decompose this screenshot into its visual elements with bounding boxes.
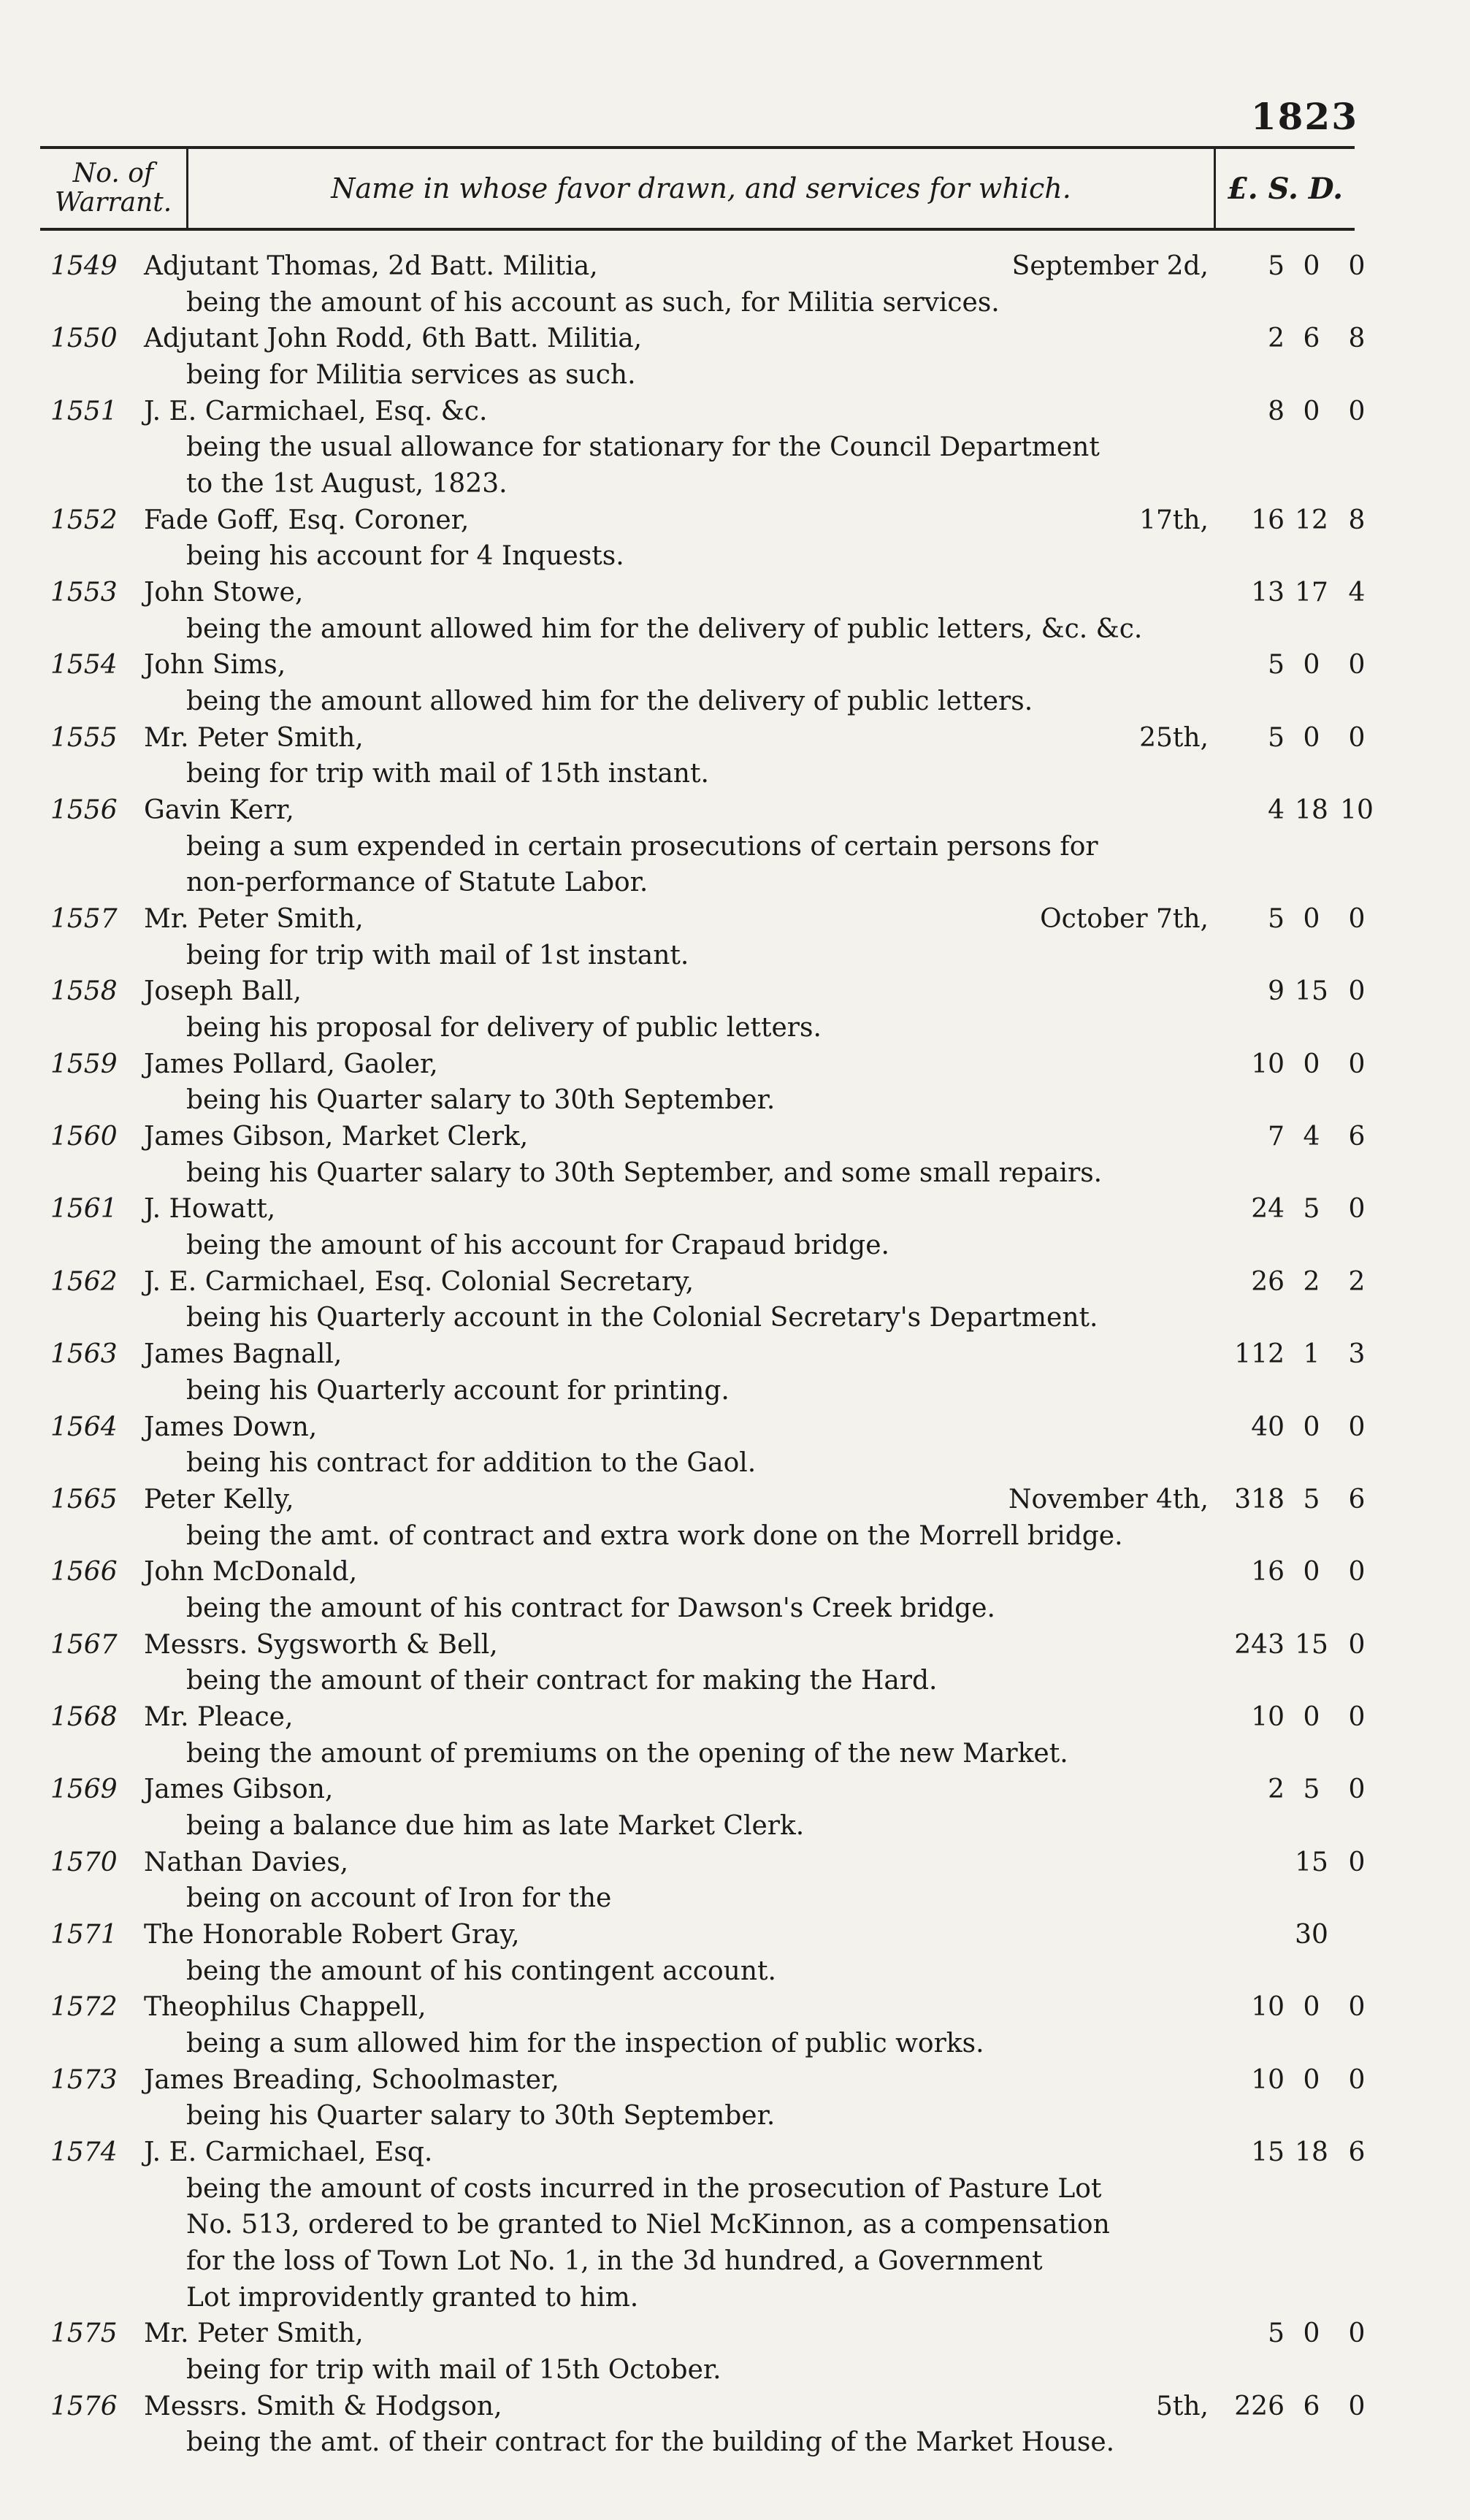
payee-name: J. E. Carmichael, Esq. &c. <box>144 396 488 426</box>
service-description: No. 513, ordered to be granted to Niel McKinnon, as a compensation <box>186 2210 1110 2240</box>
warrant-entry <box>40 901 1384 973</box>
warrant-entry <box>40 1845 1384 1917</box>
amount-shillings: 18 <box>1295 795 1328 826</box>
amount <box>1223 1699 1384 1736</box>
lsd-header: £. S. D. <box>1227 171 1344 206</box>
amount <box>1223 1845 1384 1881</box>
amount-pence: 0 <box>1348 2391 1366 2421</box>
amount-pence: 2 <box>1348 1266 1366 1297</box>
warrant-entry <box>40 1772 1384 1844</box>
payee-name: James Breading, Schoolmaster, <box>144 2064 559 2095</box>
amount <box>1223 575 1384 611</box>
payee-name: James Down, <box>144 1412 318 1442</box>
service-description: non-performance of Statute Labor. <box>186 868 648 898</box>
amount <box>1223 1482 1384 1518</box>
amount-shillings: 0 <box>1303 1412 1320 1442</box>
payee-name: Messrs. Sygsworth & Bell, <box>144 1629 498 1660</box>
amount-shillings: 12 <box>1295 505 1328 535</box>
amount-shillings: 4 <box>1303 1122 1320 1152</box>
amount-shillings: 6 <box>1303 2391 1320 2421</box>
service-description: being the amount of his account as such, for Militia services. <box>186 287 1000 318</box>
warrant-entry <box>40 2389 1384 2461</box>
amount <box>1223 1264 1384 1301</box>
amount-pounds: 5 <box>1268 251 1285 281</box>
amount-shillings: 0 <box>1303 1701 1320 1732</box>
service-description: being a sum allowed him for the inspection of public works. <box>186 2028 984 2058</box>
service-description: being the amount allowed him for the delivery of public letters. <box>186 686 1033 717</box>
amount <box>1223 720 1384 757</box>
amount-pence: 4 <box>1348 578 1366 608</box>
amount-pounds: 5 <box>1268 722 1285 753</box>
service-description: being his Quarter salary to 30th September. <box>186 1085 776 1116</box>
warrant-number: 1549 <box>50 251 118 281</box>
warrant-date: November 4th, <box>1008 1484 1209 1514</box>
warrant-number: 1556 <box>50 795 118 826</box>
warrant-number: 1575 <box>50 2318 118 2349</box>
amount-pence: 8 <box>1348 505 1366 535</box>
amount <box>1223 1046 1384 1083</box>
warrant-number: 1570 <box>50 1847 118 1877</box>
amount <box>1223 2134 1384 2171</box>
amount-pounds: 8 <box>1268 396 1285 426</box>
amount <box>1223 901 1384 938</box>
service-description: being for trip with mail of 15th October. <box>186 2354 721 2385</box>
payee-name: John McDonald, <box>144 1557 358 1588</box>
payee-name: Mr. Peter Smith, <box>144 722 364 753</box>
amount-pence: 0 <box>1348 722 1366 753</box>
amount-pence: 3 <box>1348 1339 1366 1370</box>
warrant-entry <box>40 973 1384 1046</box>
payee-name: James Gibson, Market Clerk, <box>144 1122 529 1152</box>
amount-shillings: 0 <box>1303 1557 1320 1588</box>
service-description: being for trip with mail of 1st instant. <box>186 940 689 970</box>
amount-shillings: 5 <box>1303 1774 1320 1805</box>
amount-pounds: 2 <box>1268 1774 1285 1805</box>
warrant-number: 1559 <box>50 1049 118 1079</box>
warrant-entry <box>40 1554 1384 1626</box>
amount <box>1223 1336 1384 1373</box>
amount-shillings: 17 <box>1295 578 1328 608</box>
service-description: being his contract for addition to the Gaol. <box>186 1448 757 1479</box>
amount <box>1223 502 1384 539</box>
amount-pounds: 16 <box>1251 505 1285 535</box>
amount-pence: 0 <box>1348 976 1366 1007</box>
warrant-entry <box>40 1336 1384 1409</box>
warrant-entry <box>40 502 1384 575</box>
amount-shillings: 15 <box>1295 1847 1328 1877</box>
amount <box>1223 2389 1384 2425</box>
amount <box>1223 2062 1384 2099</box>
warrant-entry <box>40 2062 1384 2134</box>
payee-name: James Pollard, Gaoler, <box>144 1049 438 1079</box>
service-description: being his Quarterly account for printing. <box>186 1375 730 1406</box>
amount-pence: 0 <box>1348 1557 1366 1588</box>
name-header: Name in whose favor drawn, and services for which. <box>188 149 1216 228</box>
amount-pence: 6 <box>1348 1484 1366 1514</box>
amount-pence: 0 <box>1348 2064 1366 2095</box>
warrant-number: 1557 <box>50 904 118 935</box>
amount-pence: 6 <box>1348 1122 1366 1152</box>
warrant-number: 1564 <box>50 1412 118 1442</box>
payee-name: Peter Kelly, <box>144 1484 294 1514</box>
warrant-date: 25th, <box>1139 722 1209 753</box>
amount <box>1223 1554 1384 1590</box>
service-description: being for Militia services as such. <box>186 360 636 391</box>
warrant-number: 1551 <box>50 396 118 426</box>
service-description: being the amount of premiums on the opening of the new Market. <box>186 1738 1068 1769</box>
service-description: being for trip with mail of 15th instant. <box>186 759 709 789</box>
service-description: for the loss of Town Lot No. 1, in the 3d hundred, a Government <box>186 2245 1043 2276</box>
amount-pounds: 40 <box>1251 1412 1285 1442</box>
warrant-date: September 2d, <box>1011 251 1209 281</box>
payee-name: Adjutant Thomas, 2d Batt. Militia, <box>144 251 598 281</box>
warrant-entry <box>40 2134 1384 2316</box>
payee-name: J. E. Carmichael, Esq. <box>144 2137 433 2167</box>
amount-pence: 0 <box>1348 1629 1366 1660</box>
warrant-number: 1561 <box>50 1194 118 1225</box>
warrant-number: 1550 <box>50 323 118 354</box>
service-description: being his proposal for delivery of public letters. <box>186 1013 822 1043</box>
payee-name: J. E. Carmichael, Esq. Colonial Secretary, <box>144 1266 694 1297</box>
amount-shillings: 0 <box>1303 1992 1320 2023</box>
amount-pounds: 318 <box>1234 1484 1285 1514</box>
warrant-date: 5th, <box>1156 2391 1209 2421</box>
amount-shillings: 0 <box>1303 722 1320 753</box>
warrant-entry <box>40 1409 1384 1482</box>
no-label: No. of <box>72 158 154 189</box>
amount-pounds: 5 <box>1268 2318 1285 2349</box>
payee-name: J. Howatt, <box>144 1194 276 1225</box>
column-header <box>40 146 1355 231</box>
service-description: being the amount of his contingent account. <box>186 1956 776 1986</box>
amount-shillings: 6 <box>1303 323 1320 354</box>
payee-name: James Bagnall, <box>144 1339 342 1370</box>
amount-pence: 10 <box>1340 795 1374 826</box>
service-description: being his Quarter salary to 30th September, and some small repairs. <box>186 1157 1103 1188</box>
payee-name: Joseph Ball, <box>144 976 302 1007</box>
warrant-number: 1555 <box>50 722 118 753</box>
payee-name: Mr. Peter Smith, <box>144 2318 364 2349</box>
amount-pence: 0 <box>1348 2318 1366 2349</box>
payee-name: Fade Goff, Esq. Coroner, <box>144 505 470 535</box>
payee-name: The Honorable Robert Gray, <box>144 1919 520 1950</box>
amount-pence: 8 <box>1348 323 1366 354</box>
amount-pounds: 10 <box>1251 1992 1285 2023</box>
warrant-entry <box>40 1191 1384 1263</box>
amount <box>1223 1627 1384 1663</box>
warrant-entry <box>40 647 1384 719</box>
payee-name: Theophilus Chappell, <box>144 1992 426 2023</box>
warrant-number: 1565 <box>50 1484 118 1514</box>
amount-shillings: 15 <box>1295 1629 1328 1660</box>
warrant-number: 1569 <box>50 1774 118 1805</box>
amount-pounds: 10 <box>1251 2064 1285 2095</box>
amount <box>1223 1409 1384 1446</box>
amount-pence: 0 <box>1348 1049 1366 1079</box>
warrant-number: 1552 <box>50 505 118 535</box>
warrant-number: 1560 <box>50 1122 118 1152</box>
amount-pence: 0 <box>1348 1774 1366 1805</box>
amount-pounds: 26 <box>1251 1266 1285 1297</box>
amount-shillings: 0 <box>1303 904 1320 935</box>
payee-name: Nathan Davies, <box>144 1847 349 1877</box>
page-number: 1823 <box>1250 95 1358 138</box>
warrant-entry <box>40 2316 1384 2388</box>
amount-pence: 0 <box>1348 1194 1366 1225</box>
service-description: being his Quarter salary to 30th September. <box>186 2101 776 2132</box>
warrant-label: Warrant. <box>54 188 172 218</box>
amount-pounds: 13 <box>1251 578 1285 608</box>
amount-pounds: 4 <box>1268 795 1285 826</box>
payee-name: Mr. Pleace, <box>144 1701 294 1732</box>
warrant-number: 1554 <box>50 650 118 681</box>
warrant-entry <box>40 1627 1384 1699</box>
amount-shillings: 5 <box>1303 1484 1320 1514</box>
payee-name: Messrs. Smith & Hodgson, <box>144 2391 502 2421</box>
warrant-number: 1568 <box>50 1701 118 1732</box>
warrant-entry <box>40 720 1384 792</box>
warrant-number: 1572 <box>50 1992 118 2023</box>
amount-pounds <box>1223 1845 1289 1881</box>
amount-shillings: 0 <box>1303 2064 1320 2095</box>
service-description: being the usual allowance for stationary for the Council Department <box>186 432 1100 463</box>
warrant-date: 17th, <box>1139 505 1209 535</box>
amount-pounds: 9 <box>1268 976 1285 1007</box>
amount <box>1223 1119 1384 1155</box>
amount-shillings: 5 <box>1303 1194 1320 1225</box>
warrant-number: 1574 <box>50 2137 118 2167</box>
amount-pence: 0 <box>1348 396 1366 426</box>
warrant-number: 1571 <box>50 1919 118 1950</box>
warrant-entry <box>40 1917 1384 1989</box>
amount-pounds: 15 <box>1251 2137 1285 2167</box>
warrant-entry <box>40 248 1384 321</box>
warrant-entry <box>40 792 1384 901</box>
amount-pence: 0 <box>1348 650 1366 681</box>
amount-pounds: 7 <box>1268 1122 1285 1152</box>
amount-pounds: 112 <box>1234 1339 1285 1370</box>
warrant-number: 1553 <box>50 578 118 608</box>
service-description: being on account of Iron for the <box>186 1883 612 1914</box>
service-description: being his account for 4 Inquests. <box>186 541 624 572</box>
payee-name: James Gibson, <box>144 1774 334 1805</box>
amount-shillings: 0 <box>1303 650 1320 681</box>
warrant-entry <box>40 1264 1384 1336</box>
payee-name: Adjutant John Rodd, 6th Batt. Militia, <box>144 323 643 354</box>
payee-name: Gavin Kerr, <box>144 795 294 826</box>
amount-pounds: 243 <box>1234 1629 1285 1660</box>
payee-name: John Sims, <box>144 650 286 681</box>
amount-shillings: 0 <box>1303 251 1320 281</box>
warrant-number: 1566 <box>50 1557 118 1588</box>
warrant-number: 1562 <box>50 1266 118 1297</box>
amount-pence: 0 <box>1348 1847 1366 1877</box>
amount <box>1223 394 1384 430</box>
amount-pence: 0 <box>1348 1701 1366 1732</box>
amount-shillings: 1 <box>1303 1339 1320 1370</box>
warrant-entry <box>40 575 1384 647</box>
payee-name: John Stowe, <box>144 578 304 608</box>
amount-pence <box>1334 1917 1379 1953</box>
warrant-entry <box>40 321 1384 393</box>
amount <box>1223 973 1384 1010</box>
warrant-entry <box>40 1482 1384 1554</box>
service-description: being the amount of his account for Crapaud bridge. <box>186 1230 889 1261</box>
amount <box>1223 1989 1384 2026</box>
amount-pence: 0 <box>1348 1992 1366 2023</box>
amount-pounds: 2 <box>1268 323 1285 354</box>
service-description: being the amount of costs incurred in the prosecution of Pasture Lot <box>186 2173 1102 2204</box>
amount <box>1223 1917 1384 1953</box>
service-description: to the 1st August, 1823. <box>186 469 508 499</box>
amount-shillings: 18 <box>1295 2137 1328 2167</box>
amount-pounds: 226 <box>1234 2391 1285 2421</box>
warrant-entry <box>40 394 1384 502</box>
amount-shillings: 2 <box>1303 1266 1320 1297</box>
amount-pounds: 10 <box>1251 1049 1285 1079</box>
service-description: being a sum expended in certain prosecutions of certain persons for <box>186 831 1098 862</box>
amount <box>1223 1191 1384 1228</box>
warrant-entry <box>40 1989 1384 2061</box>
service-description: being his Quarterly account in the Colonial Secretary's Department. <box>186 1303 1098 1333</box>
amount-pounds: 24 <box>1251 1194 1285 1225</box>
warrant-entry <box>40 1119 1384 1191</box>
amount-shillings: 15 <box>1295 976 1328 1007</box>
amount-pounds <box>1223 1917 1289 1953</box>
amount-shillings: 0 <box>1303 2318 1320 2349</box>
amount-pence: 0 <box>1348 904 1366 935</box>
amount-pence: 0 <box>1348 1412 1366 1442</box>
warrant-entry <box>40 1046 1384 1119</box>
payee-name: Mr. Peter Smith, <box>144 904 364 935</box>
amount-pence: 0 <box>1348 251 1366 281</box>
amount-shillings: 0 <box>1303 396 1320 426</box>
amount-pounds: 16 <box>1251 1557 1285 1588</box>
amount-pounds: 5 <box>1268 904 1285 935</box>
service-description: being a balance due him as late Market Clerk. <box>186 1810 805 1841</box>
warrant-number: 1576 <box>50 2391 118 2421</box>
warrant-date: October 7th, <box>1040 904 1209 935</box>
warrant-entry <box>40 1699 1384 1772</box>
service-description: being the amount allowed him for the delivery of public letters, &c. &c. <box>186 613 1143 644</box>
amount <box>1223 647 1384 683</box>
amount <box>1223 1772 1384 1808</box>
amount <box>1223 792 1384 829</box>
amount <box>1223 2316 1384 2352</box>
amount-shillings: 30 <box>1295 1919 1328 1950</box>
amount-pounds: 5 <box>1268 650 1285 681</box>
amount <box>1223 248 1384 285</box>
warrant-number-header <box>40 149 188 228</box>
service-description: being the amount of his contract for Dawson's Creek bridge. <box>186 1593 995 1623</box>
warrant-number: 1567 <box>50 1629 118 1660</box>
warrant-list <box>40 248 1384 2461</box>
amount-shillings: 0 <box>1303 1049 1320 1079</box>
warrant-number: 1573 <box>50 2064 118 2095</box>
service-description: Lot improvidently granted to him. <box>186 2282 639 2313</box>
service-description: being the amt. of their contract for the building of the Market House. <box>186 2427 1115 2458</box>
service-description: being the amount of their contract for making the Hard. <box>186 1666 938 1696</box>
service-description: being the amt. of contract and extra work done on the Morrell bridge. <box>186 1520 1123 1551</box>
warrant-number: 1558 <box>50 976 118 1007</box>
amount-pence: 6 <box>1348 2137 1366 2167</box>
warrant-number: 1563 <box>50 1339 118 1370</box>
amount-pounds: 10 <box>1251 1701 1285 1732</box>
amount <box>1223 321 1384 357</box>
